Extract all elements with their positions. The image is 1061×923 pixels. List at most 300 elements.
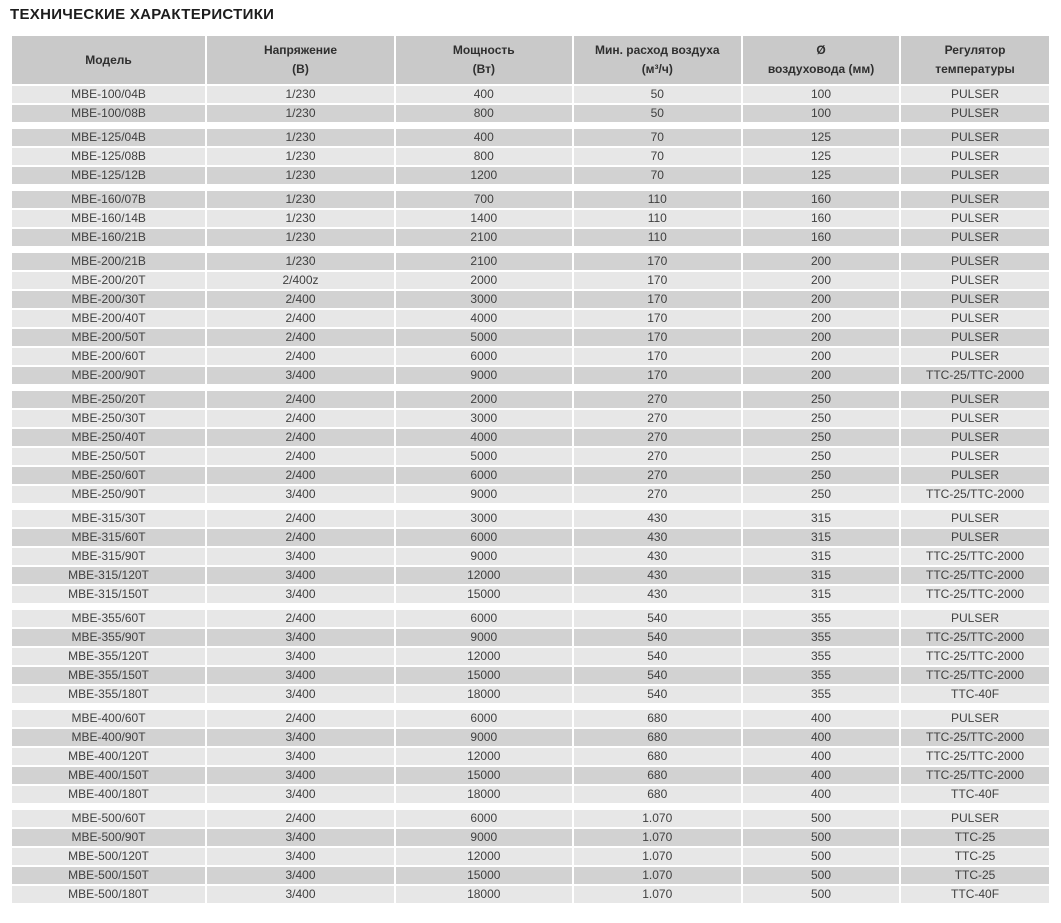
cell-airflow: 540 (574, 610, 741, 627)
cell-temp-regulator: TTC-25/TTC-2000 (901, 586, 1049, 603)
cell-power: 700 (396, 191, 572, 208)
cell-duct-diameter: 400 (743, 710, 899, 727)
group-separator-cell (12, 505, 1049, 508)
group-separator (12, 386, 1049, 389)
cell-airflow: 170 (574, 253, 741, 270)
table-row (12, 467, 1049, 484)
cell-duct-diameter: 200 (743, 310, 899, 327)
cell-model: MBE-355/60T (12, 610, 205, 627)
cell-temp-regulator: TTC-40F (901, 886, 1049, 903)
cell-airflow: 540 (574, 629, 741, 646)
cell-voltage: 1/230 (207, 148, 394, 165)
cell-voltage: 2/400z (207, 272, 394, 289)
cell-duct-diameter: 200 (743, 367, 899, 384)
cell-power: 3000 (396, 291, 572, 308)
table-row (12, 167, 1049, 184)
cell-duct-diameter: 250 (743, 410, 899, 427)
cell-temp-regulator: TTC-40F (901, 686, 1049, 703)
cell-model: MBE-500/150T (12, 867, 205, 884)
table-row (12, 367, 1049, 384)
cell-duct-diameter: 400 (743, 729, 899, 746)
cell-power: 400 (396, 129, 572, 146)
table-row (12, 629, 1049, 646)
cell-airflow: 270 (574, 486, 741, 503)
cell-power: 6000 (396, 610, 572, 627)
cell-temp-regulator: TTC-25 (901, 848, 1049, 865)
table-row (12, 148, 1049, 165)
cell-temp-regulator: TTC-25/TTC-2000 (901, 486, 1049, 503)
group-separator (12, 124, 1049, 127)
group-separator-cell (12, 705, 1049, 708)
cell-duct-diameter: 250 (743, 448, 899, 465)
cell-airflow: 170 (574, 329, 741, 346)
table-row (12, 291, 1049, 308)
column-header-label: Мощность (452, 43, 515, 57)
cell-temp-regulator: PULSER (901, 310, 1049, 327)
cell-duct-diameter: 200 (743, 253, 899, 270)
cell-voltage: 1/230 (207, 167, 394, 184)
cell-voltage: 3/400 (207, 548, 394, 565)
cell-power: 9000 (396, 829, 572, 846)
cell-temp-regulator: PULSER (901, 105, 1049, 122)
table-row (12, 767, 1049, 784)
column-header-label: Модель (85, 52, 132, 67)
table-row (12, 86, 1049, 103)
column-header-sublabel: воздуховода (мм) (767, 62, 875, 76)
cell-model: MBE-160/21B (12, 229, 205, 246)
cell-temp-regulator: PULSER (901, 610, 1049, 627)
cell-voltage: 2/400 (207, 510, 394, 527)
table-row (12, 191, 1049, 208)
cell-power: 1200 (396, 167, 572, 184)
cell-temp-regulator: TTC-40F (901, 786, 1049, 803)
cell-model: MBE-100/04B (12, 86, 205, 103)
cell-temp-regulator: TTC-25/TTC-2000 (901, 729, 1049, 746)
cell-temp-regulator: PULSER (901, 529, 1049, 546)
cell-temp-regulator: PULSER (901, 148, 1049, 165)
cell-model: MBE-200/21B (12, 253, 205, 270)
cell-voltage: 1/230 (207, 191, 394, 208)
cell-voltage: 2/400 (207, 810, 394, 827)
cell-voltage: 3/400 (207, 829, 394, 846)
cell-model: MBE-200/90T (12, 367, 205, 384)
cell-model: MBE-250/20T (12, 391, 205, 408)
table-row (12, 486, 1049, 503)
cell-temp-regulator: TTC-25/TTC-2000 (901, 629, 1049, 646)
group-separator-cell (12, 124, 1049, 127)
column-header-label: Мин. расход воздуха (594, 43, 720, 57)
cell-model: MBE-355/150T (12, 667, 205, 684)
table-row (12, 586, 1049, 603)
cell-airflow: 540 (574, 667, 741, 684)
cell-duct-diameter: 160 (743, 210, 899, 227)
cell-duct-diameter: 355 (743, 629, 899, 646)
cell-airflow: 680 (574, 767, 741, 784)
cell-duct-diameter: 315 (743, 548, 899, 565)
cell-temp-regulator: TTC-25/TTC-2000 (901, 648, 1049, 665)
cell-airflow: 170 (574, 367, 741, 384)
cell-model: MBE-160/14B (12, 210, 205, 227)
cell-airflow: 70 (574, 129, 741, 146)
cell-voltage: 3/400 (207, 867, 394, 884)
cell-power: 12000 (396, 648, 572, 665)
cell-airflow: 1.070 (574, 886, 741, 903)
cell-voltage: 1/230 (207, 210, 394, 227)
group-separator-cell (12, 186, 1049, 189)
cell-power: 12000 (396, 567, 572, 584)
cell-airflow: 1.070 (574, 848, 741, 865)
cell-model: MBE-500/120T (12, 848, 205, 865)
cell-temp-regulator: PULSER (901, 391, 1049, 408)
group-separator (12, 186, 1049, 189)
cell-power: 3000 (396, 510, 572, 527)
cell-model: MBE-100/08B (12, 105, 205, 122)
cell-temp-regulator: PULSER (901, 129, 1049, 146)
cell-model: MBE-125/08B (12, 148, 205, 165)
cell-airflow: 270 (574, 410, 741, 427)
cell-duct-diameter: 400 (743, 748, 899, 765)
cell-voltage: 2/400 (207, 448, 394, 465)
cell-model: MBE-250/30T (12, 410, 205, 427)
cell-airflow: 430 (574, 510, 741, 527)
cell-airflow: 1.070 (574, 810, 741, 827)
cell-power: 9000 (396, 486, 572, 503)
cell-power: 800 (396, 148, 572, 165)
cell-temp-regulator: PULSER (901, 253, 1049, 270)
cell-duct-diameter: 200 (743, 329, 899, 346)
cell-temp-regulator: PULSER (901, 510, 1049, 527)
cell-duct-diameter: 125 (743, 167, 899, 184)
cell-power: 12000 (396, 748, 572, 765)
cell-power: 6000 (396, 810, 572, 827)
spec-table (10, 34, 1051, 905)
table-row (12, 391, 1049, 408)
cell-duct-diameter: 500 (743, 867, 899, 884)
cell-duct-diameter: 400 (743, 767, 899, 784)
cell-model: MBE-250/60T (12, 467, 205, 484)
cell-power: 4000 (396, 429, 572, 446)
cell-duct-diameter: 200 (743, 272, 899, 289)
column-header-temp-regulator (901, 36, 1049, 84)
cell-duct-diameter: 100 (743, 86, 899, 103)
table-row (12, 786, 1049, 803)
cell-voltage: 2/400 (207, 429, 394, 446)
cell-model: MBE-400/150T (12, 767, 205, 784)
cell-voltage: 3/400 (207, 786, 394, 803)
cell-duct-diameter: 160 (743, 191, 899, 208)
cell-voltage: 3/400 (207, 648, 394, 665)
cell-airflow: 170 (574, 310, 741, 327)
table-row (12, 448, 1049, 465)
cell-model: MBE-200/30T (12, 291, 205, 308)
cell-voltage: 3/400 (207, 486, 394, 503)
cell-model: MBE-315/30T (12, 510, 205, 527)
cell-temp-regulator: TTC-25/TTC-2000 (901, 567, 1049, 584)
cell-duct-diameter: 355 (743, 686, 899, 703)
cell-temp-regulator: TTC-25/TTC-2000 (901, 548, 1049, 565)
cell-airflow: 430 (574, 548, 741, 565)
cell-voltage: 1/230 (207, 253, 394, 270)
cell-power: 2100 (396, 229, 572, 246)
cell-voltage: 1/230 (207, 86, 394, 103)
table-row (12, 348, 1049, 365)
cell-voltage: 3/400 (207, 729, 394, 746)
table-row (12, 429, 1049, 446)
cell-duct-diameter: 355 (743, 610, 899, 627)
column-header-sublabel: температуры (935, 62, 1015, 76)
cell-voltage: 3/400 (207, 667, 394, 684)
cell-temp-regulator: TTC-25/TTC-2000 (901, 367, 1049, 384)
column-header-label: Напряжение (263, 43, 338, 57)
cell-voltage: 2/400 (207, 710, 394, 727)
cell-model: MBE-250/90T (12, 486, 205, 503)
cell-airflow: 50 (574, 105, 741, 122)
cell-model: MBE-315/90T (12, 548, 205, 565)
table-row (12, 886, 1049, 903)
cell-temp-regulator: TTC-25/TTC-2000 (901, 767, 1049, 784)
table-row (12, 210, 1049, 227)
cell-power: 18000 (396, 686, 572, 703)
cell-airflow: 110 (574, 210, 741, 227)
group-separator-cell (12, 605, 1049, 608)
cell-temp-regulator: PULSER (901, 167, 1049, 184)
cell-temp-regulator: PULSER (901, 272, 1049, 289)
cell-airflow: 540 (574, 686, 741, 703)
column-header-model (12, 36, 205, 84)
cell-duct-diameter: 250 (743, 429, 899, 446)
cell-power: 9000 (396, 729, 572, 746)
cell-voltage: 3/400 (207, 367, 394, 384)
cell-voltage: 3/400 (207, 848, 394, 865)
cell-airflow: 540 (574, 648, 741, 665)
cell-temp-regulator: PULSER (901, 291, 1049, 308)
cell-duct-diameter: 100 (743, 105, 899, 122)
cell-power: 9000 (396, 548, 572, 565)
table-row (12, 829, 1049, 846)
cell-airflow: 170 (574, 348, 741, 365)
table-row (12, 810, 1049, 827)
column-header-power (396, 36, 572, 84)
cell-airflow: 680 (574, 748, 741, 765)
cell-airflow: 70 (574, 167, 741, 184)
cell-model: MBE-355/90T (12, 629, 205, 646)
cell-model: MBE-500/60T (12, 810, 205, 827)
cell-voltage: 2/400 (207, 329, 394, 346)
cell-voltage: 3/400 (207, 567, 394, 584)
cell-duct-diameter: 125 (743, 129, 899, 146)
cell-power: 15000 (396, 767, 572, 784)
cell-airflow: 270 (574, 391, 741, 408)
cell-duct-diameter: 500 (743, 810, 899, 827)
column-header-voltage (207, 36, 394, 84)
table-row (12, 310, 1049, 327)
cell-model: MBE-400/180T (12, 786, 205, 803)
cell-temp-regulator: PULSER (901, 210, 1049, 227)
table-row (12, 748, 1049, 765)
cell-model: MBE-200/40T (12, 310, 205, 327)
cell-power: 6000 (396, 529, 572, 546)
cell-power: 15000 (396, 586, 572, 603)
cell-power: 3000 (396, 410, 572, 427)
cell-duct-diameter: 250 (743, 467, 899, 484)
cell-power: 800 (396, 105, 572, 122)
cell-airflow: 170 (574, 272, 741, 289)
cell-power: 9000 (396, 367, 572, 384)
cell-voltage: 1/230 (207, 229, 394, 246)
cell-model: MBE-400/90T (12, 729, 205, 746)
cell-model: MBE-125/12B (12, 167, 205, 184)
cell-voltage: 3/400 (207, 886, 394, 903)
cell-duct-diameter: 315 (743, 567, 899, 584)
cell-temp-regulator: PULSER (901, 448, 1049, 465)
cell-voltage: 2/400 (207, 467, 394, 484)
cell-temp-regulator: PULSER (901, 710, 1049, 727)
cell-model: MBE-160/07B (12, 191, 205, 208)
cell-airflow: 270 (574, 448, 741, 465)
cell-temp-regulator: PULSER (901, 467, 1049, 484)
table-row (12, 329, 1049, 346)
table-row (12, 548, 1049, 565)
cell-power: 5000 (396, 448, 572, 465)
table-row (12, 667, 1049, 684)
cell-duct-diameter: 200 (743, 348, 899, 365)
cell-model: MBE-250/50T (12, 448, 205, 465)
group-separator-cell (12, 805, 1049, 808)
cell-model: MBE-315/150T (12, 586, 205, 603)
cell-airflow: 110 (574, 229, 741, 246)
cell-airflow: 1.070 (574, 829, 741, 846)
cell-power: 5000 (396, 329, 572, 346)
cell-model: MBE-400/60T (12, 710, 205, 727)
cell-temp-regulator: TTC-25 (901, 867, 1049, 884)
column-header-airflow (574, 36, 741, 84)
table-row (12, 567, 1049, 584)
cell-voltage: 2/400 (207, 391, 394, 408)
cell-temp-regulator: PULSER (901, 329, 1049, 346)
cell-temp-regulator: PULSER (901, 810, 1049, 827)
table-row (12, 610, 1049, 627)
cell-model: MBE-315/60T (12, 529, 205, 546)
cell-duct-diameter: 160 (743, 229, 899, 246)
cell-power: 18000 (396, 786, 572, 803)
column-header-label: Ø (816, 43, 826, 57)
cell-voltage: 2/400 (207, 348, 394, 365)
cell-temp-regulator: TTC-25/TTC-2000 (901, 667, 1049, 684)
cell-voltage: 1/230 (207, 129, 394, 146)
cell-model: MBE-200/50T (12, 329, 205, 346)
cell-duct-diameter: 400 (743, 786, 899, 803)
cell-model: MBE-355/120T (12, 648, 205, 665)
cell-power: 2000 (396, 391, 572, 408)
column-header-sublabel: (м³/ч) (641, 62, 673, 76)
cell-voltage: 2/400 (207, 529, 394, 546)
cell-temp-regulator: PULSER (901, 229, 1049, 246)
cell-model: MBE-315/120T (12, 567, 205, 584)
cell-duct-diameter: 315 (743, 510, 899, 527)
table-row (12, 410, 1049, 427)
cell-airflow: 170 (574, 291, 741, 308)
cell-power: 1400 (396, 210, 572, 227)
cell-duct-diameter: 355 (743, 648, 899, 665)
cell-voltage: 3/400 (207, 767, 394, 784)
cell-voltage: 3/400 (207, 748, 394, 765)
cell-model: MBE-400/120T (12, 748, 205, 765)
cell-airflow: 70 (574, 148, 741, 165)
cell-temp-regulator: PULSER (901, 429, 1049, 446)
table-row (12, 686, 1049, 703)
cell-duct-diameter: 250 (743, 486, 899, 503)
cell-voltage: 1/230 (207, 105, 394, 122)
cell-temp-regulator: PULSER (901, 191, 1049, 208)
group-separator (12, 705, 1049, 708)
column-header-sublabel: (Вт) (472, 62, 495, 76)
table-row (12, 529, 1049, 546)
cell-power: 9000 (396, 629, 572, 646)
cell-duct-diameter: 500 (743, 886, 899, 903)
cell-power: 4000 (396, 310, 572, 327)
cell-temp-regulator: PULSER (901, 348, 1049, 365)
column-header-duct-diameter (743, 36, 899, 84)
group-separator (12, 505, 1049, 508)
cell-model: MBE-500/180T (12, 886, 205, 903)
cell-duct-diameter: 315 (743, 586, 899, 603)
cell-duct-diameter: 500 (743, 829, 899, 846)
group-separator (12, 605, 1049, 608)
cell-duct-diameter: 125 (743, 148, 899, 165)
cell-model: MBE-125/04B (12, 129, 205, 146)
cell-power: 15000 (396, 667, 572, 684)
cell-airflow: 110 (574, 191, 741, 208)
column-header-sublabel: (В) (292, 62, 309, 76)
cell-voltage: 3/400 (207, 586, 394, 603)
cell-temp-regulator: TTC-25 (901, 829, 1049, 846)
cell-airflow: 680 (574, 729, 741, 746)
cell-power: 2000 (396, 272, 572, 289)
cell-duct-diameter: 315 (743, 529, 899, 546)
table-row (12, 510, 1049, 527)
table-row (12, 272, 1049, 289)
cell-power: 6000 (396, 467, 572, 484)
table-row (12, 253, 1049, 270)
cell-voltage: 2/400 (207, 291, 394, 308)
group-separator (12, 248, 1049, 251)
cell-duct-diameter: 500 (743, 848, 899, 865)
cell-airflow: 680 (574, 710, 741, 727)
table-body (12, 86, 1049, 903)
cell-airflow: 430 (574, 567, 741, 584)
cell-airflow: 50 (574, 86, 741, 103)
cell-voltage: 2/400 (207, 310, 394, 327)
group-separator-cell (12, 248, 1049, 251)
cell-airflow: 270 (574, 467, 741, 484)
table-row (12, 867, 1049, 884)
cell-model: MBE-250/40T (12, 429, 205, 446)
cell-voltage: 3/400 (207, 629, 394, 646)
cell-temp-regulator: TTC-25/TTC-2000 (901, 748, 1049, 765)
cell-power: 400 (396, 86, 572, 103)
column-header-label: Регулятор (944, 43, 1006, 57)
table-row (12, 848, 1049, 865)
group-separator (12, 805, 1049, 808)
cell-power: 18000 (396, 886, 572, 903)
cell-voltage: 2/400 (207, 410, 394, 427)
cell-duct-diameter: 200 (743, 291, 899, 308)
cell-model: MBE-200/20T (12, 272, 205, 289)
cell-airflow: 680 (574, 786, 741, 803)
table-header-row (12, 36, 1049, 84)
table-row (12, 129, 1049, 146)
cell-power: 2100 (396, 253, 572, 270)
